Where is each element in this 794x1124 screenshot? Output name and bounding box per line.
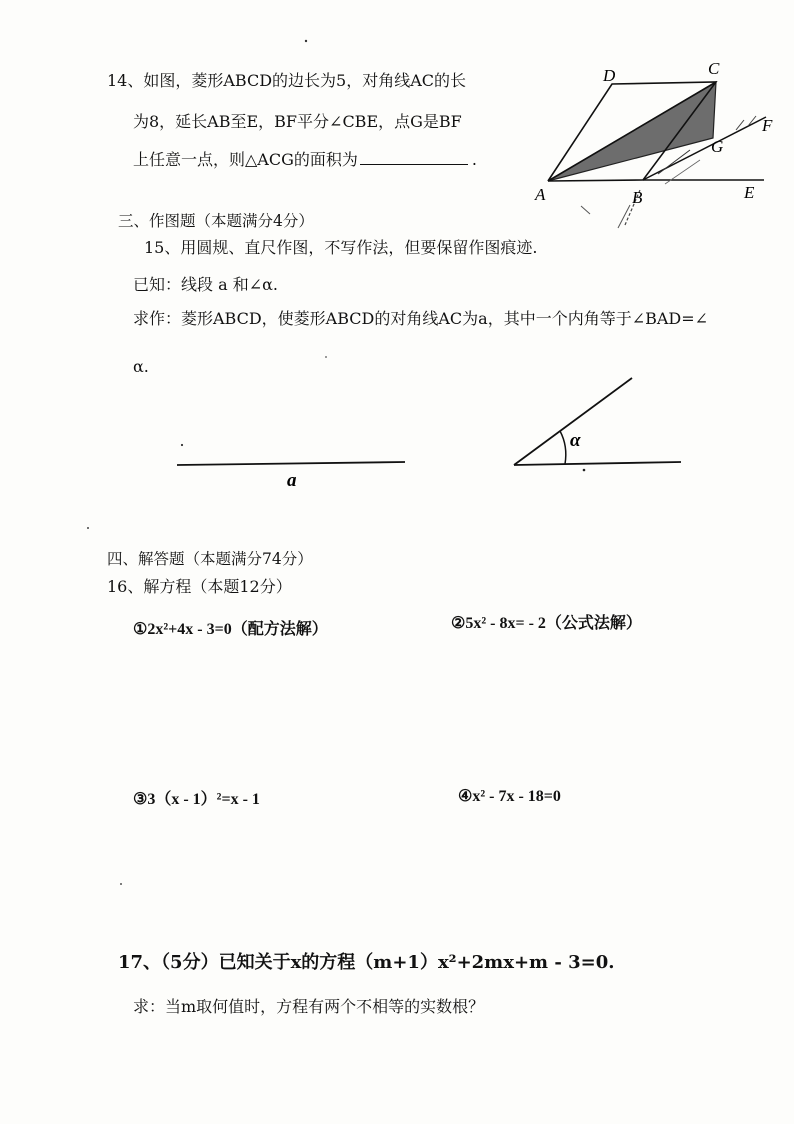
q15-known: 已知：线段 a 和∠α. bbox=[133, 275, 279, 294]
q17-line1: 17、（5分）已知关于x的方程（m+1）x²+2mx+m - 3=0. bbox=[118, 952, 615, 973]
q15-construct: 求作：菱形ABCD，使菱形ABCD的对角线AC为a，其中一个内角等于∠BAD=∠ bbox=[133, 309, 709, 328]
label-a: A bbox=[535, 185, 546, 204]
q15-construct-suffix: α. bbox=[133, 357, 149, 376]
q14-line1: 14、如图，菱形ABCD的边长为5，对角线AC的长 bbox=[107, 71, 467, 90]
angle-arc bbox=[560, 431, 566, 464]
angle-ray-base bbox=[514, 462, 681, 465]
q14-line2: 为8，延长AB至E，BF平分∠CBE，点G是BF bbox=[133, 112, 462, 131]
q17-line2: 求：当m取何值时，方程有两个不相等的实数根？ bbox=[133, 997, 485, 1016]
label-b: B bbox=[632, 188, 643, 207]
label-d: D bbox=[603, 66, 616, 85]
section3-header: 三、作图题（本题满分4分） bbox=[118, 212, 314, 230]
angle-ray-upper bbox=[514, 378, 632, 465]
equation-1: ①2x²+4x - 3=0（配方法解） bbox=[133, 621, 328, 638]
figure-15-givens bbox=[0, 0, 794, 500]
q14-line3-text: 上任意一点，则△ACG的面积为 bbox=[133, 150, 358, 169]
label-g: G bbox=[711, 137, 724, 156]
equation-2: ②5x² - 8x= - 2（公式法解） bbox=[451, 615, 642, 632]
equation-4: ④x² - 7x - 18=0 bbox=[458, 788, 561, 805]
segment-a bbox=[177, 462, 405, 465]
segment-a-label: a bbox=[287, 470, 297, 491]
label-c: C bbox=[708, 59, 720, 78]
q16-header: 16、解方程（本题12分） bbox=[107, 577, 292, 596]
equation-3: ③3（x - 1）²=x - 1 bbox=[133, 791, 260, 808]
q14-line3-end: . bbox=[471, 150, 477, 169]
label-f: F bbox=[762, 116, 773, 135]
label-e: E bbox=[744, 183, 755, 202]
angle-label-alpha: α bbox=[570, 430, 581, 451]
q15-line1: 15、用圆规、直尺作图，不写作法，但要保留作图痕迹. bbox=[144, 238, 538, 257]
section4-header: 四、解答题（本题满分74分） bbox=[107, 550, 313, 568]
